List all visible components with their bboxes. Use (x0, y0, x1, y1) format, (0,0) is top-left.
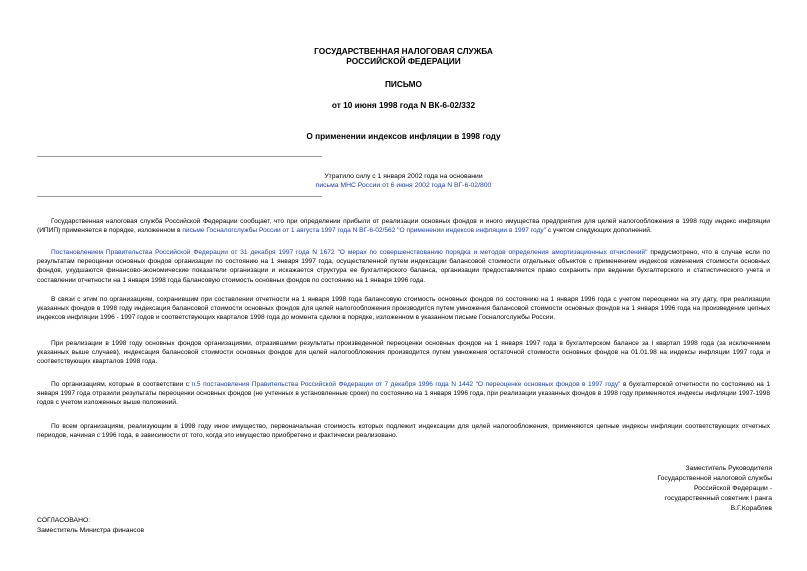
signature-line-2: Государственной налоговой службы (657, 475, 772, 482)
paragraph-5 (37, 380, 770, 408)
divider-bottom (37, 196, 322, 197)
org-name-line2: РОССИЙСКОЙ ФЕДЕРАЦИИ (346, 56, 461, 66)
paragraph-1-tail: с учетом следующих дополнений. (546, 227, 652, 235)
signature-line-1: Заместитель Руководителя (685, 465, 772, 472)
divider-top (37, 156, 322, 157)
document-type: ПИСЬМО (384, 79, 423, 89)
document-number: от 10 июня 1998 года N ВК-6-02/332 (331, 100, 476, 110)
signature-line-3: Российской Федерации - (693, 485, 772, 492)
paragraph-4: При реализации в 1998 году основных фондов организациями, отразившими результаты произведенной переоценки основных фондов на 1 января 1997 года в бухгалтерском балансе за I квартал 1998 года (за исключением указанных выше случаев), индексация балансовой стоимости основных фондов для целей налогообложения производится путем умножения остаточной стоимости основных фондов на 01.01.98 на индексы инфляции 1997 года и соответствующих кварталов 1998 года. (37, 340, 770, 366)
signature-line-4: государственный советник I ранга (664, 495, 772, 502)
signature-block (552, 464, 772, 514)
link-resolution-1672[interactable]: Постановлением Правительства Российской Федерации от 31 декабря 1997 года N 1672 "О мерах по совершенствованию порядка и методов определения амортизационных отчислений" (51, 249, 648, 256)
link-letter-1997[interactable]: письме Госналогслужбы России от 1 августа 1997 года N ВГ-6-02/562 "О применении индексов инфляции в 1997 году" (182, 227, 547, 235)
link-resolution-1442[interactable]: постановления Правительства Российской Федерации от 7 декабря 1996 года N 1442 "О переоценке основных фондов в 1997 году" (203, 381, 621, 388)
status-note-text: Утратило силу с 1 января 2002 года на основании (324, 173, 483, 180)
paragraph-5-text: По организациям, которые в соответствии с (51, 381, 192, 388)
signature-name: В.Г.Кораблев (730, 505, 772, 512)
link-clause-5[interactable]: п.5 (191, 381, 201, 388)
agreed-line: Заместитель Министра финансов (37, 527, 145, 534)
paragraph-2-text: предусмотрено, что в случае если по результатам переоценки основных фондов организации по состоянию на 1 января 1997 года, осуществленной путем индексации балансовой стоимости отдельных объектов с применением индексов изменения стоимости основных фондов, ухудшаются финансово-экономические показатели организации и искажается структура ее бухгалтерского баланса, организации предоставляется право сохранить при ведении бухгалтерского и статистического учета и составлении отчетности на 1 января 1998 года балансовую стоимость основных фондов по состоянию на 1 января 1996 года. (37, 249, 770, 284)
document-subject: О применении индексов инфляции в 1998 году (306, 131, 501, 141)
paragraph-6: По всем организациям, реализующим в 1998 году иное имущество, первоначальная стоимость которых подлежит индексации для целей налогообложения, применяются цепные индексы инфляции соответствующих отчетных периодов, начиная с 1996 года, в зависимости от того, когда это имущество приобретено и фактически реализовано. (37, 423, 770, 440)
org-name-line1: ГОСУДАРСТВЕННАЯ НАЛОГОВАЯ СЛУЖБА (314, 46, 493, 56)
paragraph-5-tail: в бухгалтерской отчетности по состоянию на 1 января 1997 года отразили результаты переоценки основных фондов (не учтенных в установленные сроки) по состоянию на 1 января 1996 года, при реализации указанных фондов в 1998 году применяются индексы инфляции 1997-1998 годов с учетом изложенных выше положений. (37, 381, 770, 407)
paragraph-2 (37, 248, 770, 285)
status-note (0, 172, 807, 190)
agreed-block (37, 516, 144, 536)
agreed-title: СОГЛАСОВАНО: (37, 517, 91, 524)
paragraph-1-text: Государственная налоговая служба Российской Федерации сообщает, что при определении прибыли от реализации основных фондов и иного имущества предприятия для целей налогообложения в 1998 году индекс инфляции (ИПИП) применяется в порядке, изложенном в (37, 218, 770, 235)
paragraph-3: В связи с этим по организациям, сохранившим при составлении отчетности на 1 января 1998 года балансовую стоимость основных фондов по состоянию на 1 января 1996 года с учетом переоценки на эту дату, при реализации указанных фондов в 1998 году индексация балансовой стоимости основных фондов для целей налогообложения производится путем умножения балансовой стоимости основных фондов на 1 января 1996 года на произведение цепных индексов инфляции 1996 - 1997 годов и соответствующих кварталов 1998 года до момента сделки в порядке, изложенном в указанном письме Госналогслужбы России. (37, 296, 770, 322)
status-note-link[interactable]: письма МНС России от 6 июня 2002 года N ВГ-6-02/800 (315, 182, 492, 189)
paragraph-1 (37, 217, 770, 235)
